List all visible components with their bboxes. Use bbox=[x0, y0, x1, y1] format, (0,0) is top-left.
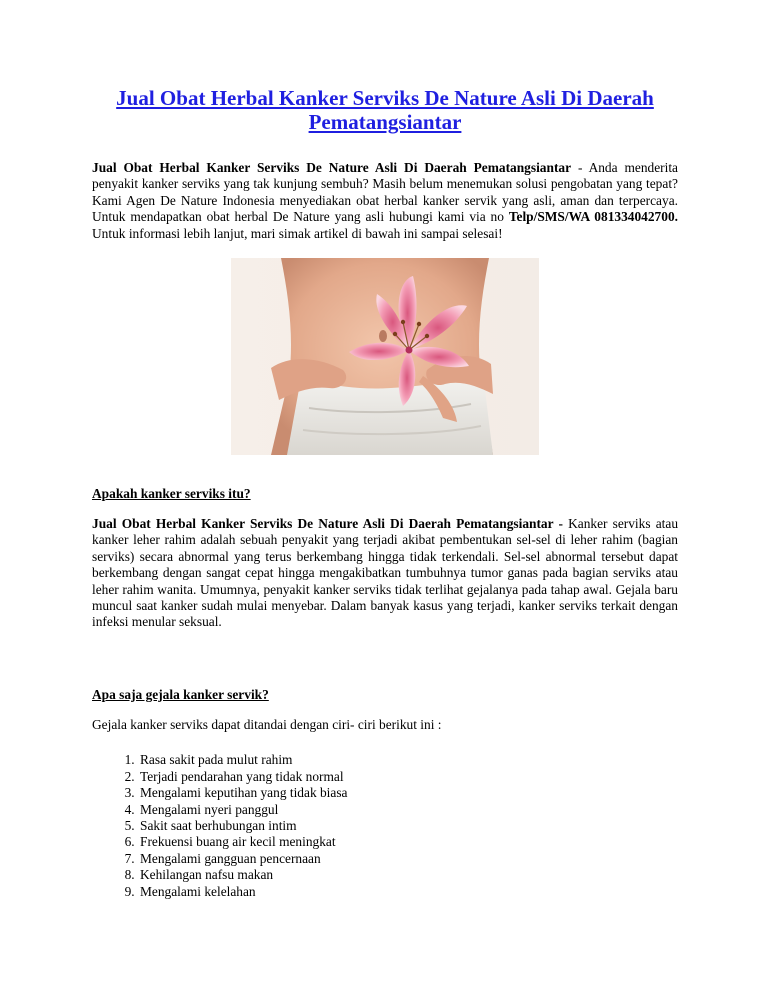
title-link[interactable]: Jual Obat Herbal Kanker Serviks De Nature Asli Di Daerah Pematangsiantar bbox=[116, 86, 654, 134]
section-heading-symptoms: Apa saja gejala kanker servik? bbox=[92, 686, 269, 702]
intro-contact: Telp/SMS/WA 081334042700. bbox=[508, 209, 678, 225]
list-item: 5. Sakit saat berhubungan intim bbox=[138, 818, 678, 834]
intro-text-2: Untuk informasi lebih lanjut, mari simak artikel di bawah ini sampai selesai! bbox=[92, 225, 503, 241]
list-item: 6. Frekuensi buang air kecil meningkat bbox=[138, 834, 678, 850]
hero-image bbox=[231, 258, 539, 455]
intro-bold-lead: Jual Obat Herbal Kanker Serviks De Nature Asli Di Daerah Pematangsiantar bbox=[92, 160, 572, 175]
section1-paragraph bbox=[92, 516, 678, 631]
list-item: 1. Rasa sakit pada mulut rahim bbox=[138, 752, 678, 768]
list-item: 8. Kehilangan nafsu makan bbox=[138, 867, 678, 883]
list-item: 4. Mengalami nyeri panggul bbox=[138, 802, 678, 818]
list-item: 3. Mengalami keputihan yang tidak biasa bbox=[138, 785, 678, 801]
intro-paragraph bbox=[92, 160, 678, 242]
list-item: 2. Terjadi pendarahan yang tidak normal bbox=[138, 769, 678, 785]
section1-text: Kanker serviks atau kanker leher rahim adalah sebuah penyakit yang terjadi akibat pembentukan sel-sel di leher rahim (bagian serviks) secara abnormal yang terus berkembang hingga tidak terkendali. Sel-sel abnormal tersebut dapat berkembang dengan sangat cepat hingga mengakibatkan tumbuhnya tumor ganas pada bagian serviks atau leher rahim wanita. Umumnya, penyakit kanker serviks tidak terlihat gejalanya pada tahap awal. Gejala baru muncul saat kanker sudah mulai menyebar. Dalam banyak kasus yang terjadi, kanker serviks terkait dengan infeksi menular seksual. bbox=[92, 516, 679, 630]
list-item: 9. Mengalami kelelahan bbox=[138, 884, 678, 900]
section1-bold-lead: Jual Obat Herbal Kanker Serviks De Nature Asli Di Daerah Pematangsiantar - bbox=[92, 516, 569, 532]
symptom-list bbox=[92, 752, 678, 900]
intro-text-1: - Anda menderita penyakit kanker serviks yang tak kunjung sembuh? Masih belum menemukan solusi pengobatan yang tepat? Kami Agen De Nature Indonesia menyediakan obat herbal kanker servik yang asli, aman dan terpercaya. Untuk mendapatkan obat herbal De Nature yang asli hubungi kami via no bbox=[92, 160, 678, 225]
symptoms-lead: Gejala kanker serviks dapat ditandai dengan ciri- ciri berikut ini : bbox=[92, 716, 442, 732]
page-title bbox=[92, 86, 678, 134]
document-page bbox=[92, 86, 678, 900]
list-item: 7. Mengalami gangguan pencernaan bbox=[138, 851, 678, 867]
section-heading-what-is: Apakah kanker serviks itu? bbox=[92, 486, 251, 502]
